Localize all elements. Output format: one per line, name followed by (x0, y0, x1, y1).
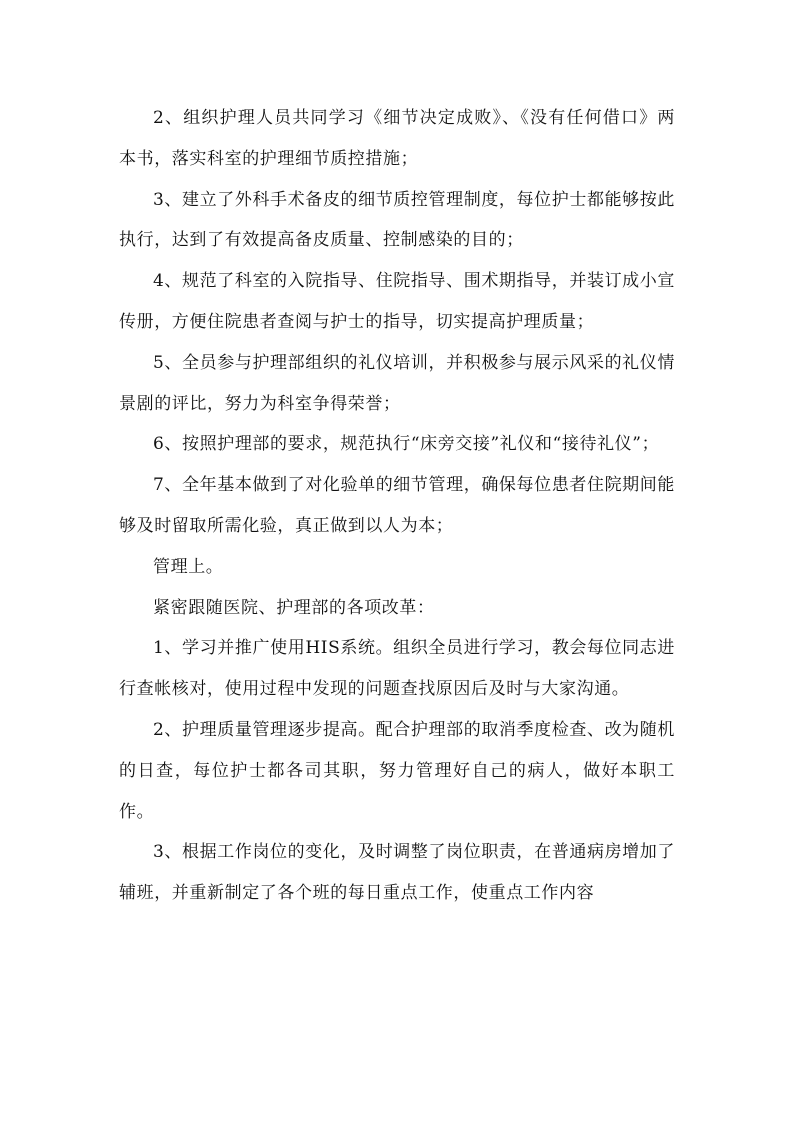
paragraph-reforms-intro: 紧密跟随医院、护理部的各项改革： (153, 597, 435, 618)
paragraph-management-heading: 管理上。 (153, 556, 224, 577)
paragraph-etiquette-training: 5、全员参与护理部组织的礼仪培训，并积极参与展示风采的礼仪情景剧的评比，努力为科室争得荣誉； (119, 352, 675, 414)
paragraph-study-books: 2、组织护理人员共同学习《细节决定成败》、《没有任何借口》两本书，落实科室的护理细节质控措施； (119, 108, 675, 169)
paragraph-his-system: 1、学习并推广使用HIS系统。组织全员进行学习，教会每位同志进行查帐核对，使用过程中发现的问题查找原因后及时与大家沟通。 (119, 638, 675, 700)
document-body (119, 98, 675, 914)
paragraph-lab-sheet-management: 7、全年基本做到了对化验单的细节管理，确保每位患者住院期间能够及时留取所需化验，真正做到以人为本； (119, 475, 675, 536)
paragraph-job-duties: 3、根据工作岗位的变化，及时调整了岗位职责，在普通病房增加了辅班，并重新制定了各个班的每日重点工作，使重点工作内容 (119, 842, 675, 904)
paragraph-patient-guidance: 4、规范了科室的入院指导、住院指导、围术期指导，并装订成小宣传册，方便住院患者查阅与护士的指导，切实提高护理质量； (119, 271, 675, 332)
paragraph-bedside-handover: 6、按照护理部的要求，规范执行“床旁交接”礼仪和“接待礼仪”； (153, 434, 660, 455)
paragraph-quality-management: 2、护理质量管理逐步提高。配合护理部的取消季度检查、改为随机的日查，每位护士都各司其职，努力管理好自己的病人，做好本职工作。 (119, 719, 675, 822)
paragraph-skin-prep-control: 3、建立了外科手术备皮的细节质控管理制度，每位护士都能够按此执行，达到了有效提高备皮质量、控制感染的目的； (119, 189, 675, 251)
